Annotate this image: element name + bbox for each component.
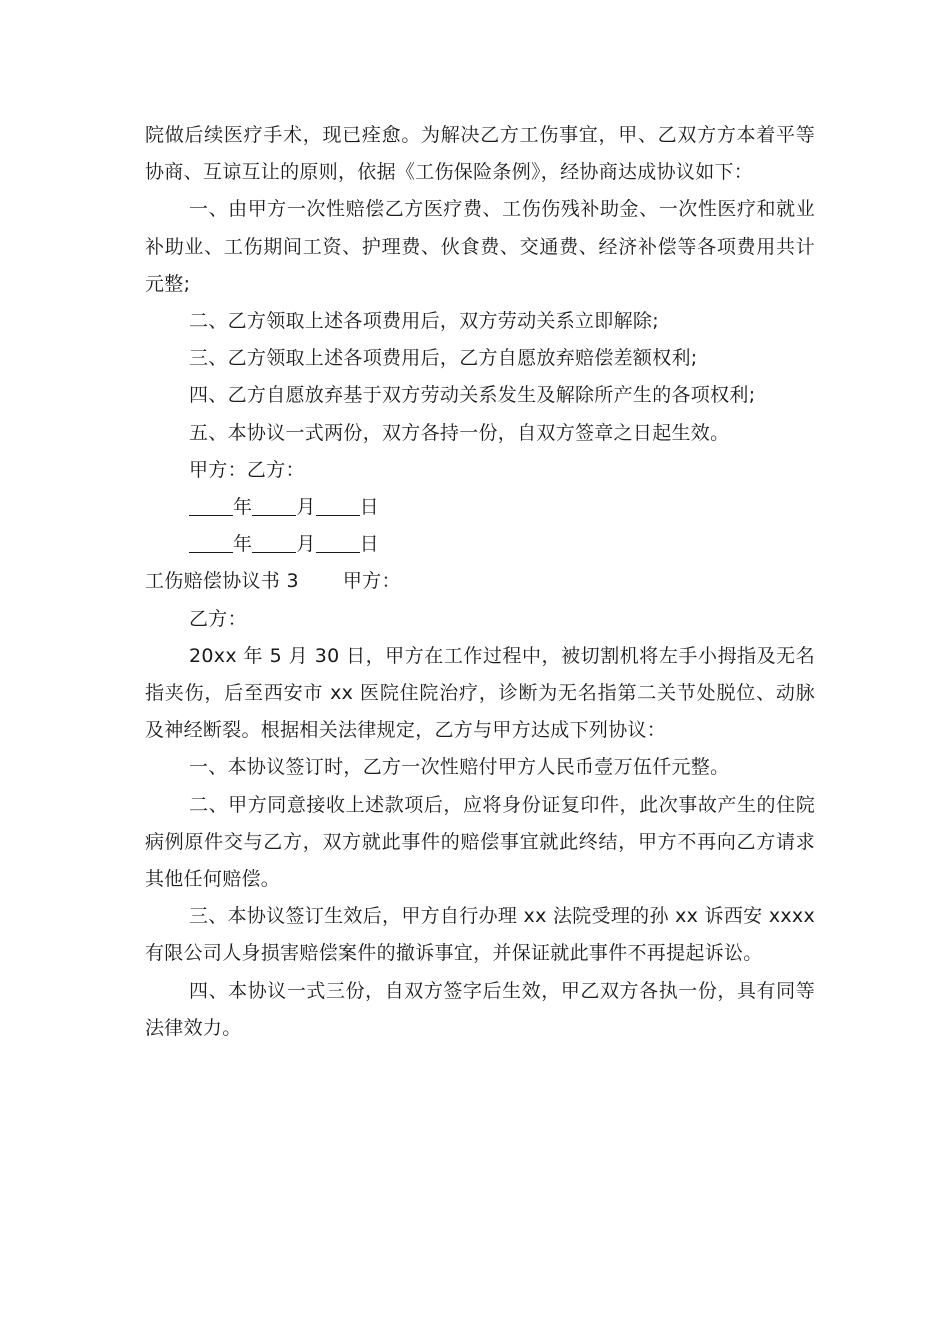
incident-paragraph: 20xx 年 5 月 30 日，甲方在工作过程中，被切割机将左手小拇指及无名指夹伤，后至西安市 xx 医院住院治疗，诊断为无名指第二关节处脱位、动脉及神经断裂。根据相关法律规定，乙方与甲方达成下列协议： — [145, 644, 815, 742]
clause-4: 四、乙方自愿放弃基于双方劳动关系发生及解除所产生的各项权利; — [189, 384, 756, 407]
clause-1: 一、由甲方一次性赔偿乙方医疗费、工伤伤残补助金、一次性医疗和就业补助业、工伤期间工资、护理费、伙食费、交通费、经济补偿等各项费用共计 元整; — [145, 198, 815, 295]
date-line-2 — [145, 526, 815, 563]
clause-5: 五、本协议一式两份，双方各持一份，自双方签章之日起生效。 — [189, 421, 730, 444]
term-4: 四、本协议一式三份，自双方签字后生效，甲乙双方各执一份，具有同等法律效力。 — [145, 979, 815, 1039]
year-blank — [189, 493, 233, 516]
intro-paragraph: 院做后续医疗手术，现已痊愈。为解决乙方工伤事宜，甲、乙双方方本着平等协商、互谅互让的原则，依据《工伤保险条例》，经协商达成协议如下： — [145, 124, 815, 184]
month-blank — [252, 530, 296, 553]
day-blank — [316, 493, 360, 516]
day-blank — [316, 530, 360, 553]
party-b-label: 乙方： — [189, 607, 247, 630]
clause-3: 三、乙方领取上述各项费用后，乙方自愿放弃赔偿差额权利; — [189, 347, 698, 370]
month-label: 月 — [296, 496, 316, 519]
term-2: 二、甲方同意接收上述款项后，应将身份证复印件，此次事故产生的住院病例原件交与乙方，双方就此事件的赔偿事宜就此终结，甲方不再向乙方请求其他任何赔偿。 — [145, 793, 815, 891]
clause-2: 二、乙方领取上述各项费用后，双方劳动关系立即解除; — [189, 310, 659, 333]
day-label: 日 — [359, 496, 379, 519]
document-body — [145, 117, 815, 1047]
term-1: 一、本协议签订时，乙方一次性赔付甲方人民币壹万伍仟元整。 — [189, 756, 730, 779]
year-label: 年 — [233, 533, 253, 556]
year-blank — [189, 530, 233, 553]
section-title: 工伤赔偿协议书 3 — [145, 570, 299, 593]
party-a-label: 甲方： — [342, 570, 401, 593]
year-label: 年 — [233, 496, 253, 519]
month-label: 月 — [296, 533, 316, 556]
section-heading-line — [145, 563, 815, 600]
date-line-1 — [145, 489, 815, 526]
month-blank — [252, 493, 296, 516]
signature-parties: 甲方：乙方： — [189, 458, 305, 481]
term-3: 三、本协议签订生效后，甲方自行办理 xx 法院受理的孙 xx 诉西安 xxxx 有限公司人身损害赔偿案件的撤诉事宜，并保证就此事件不再提起诉讼。 — [145, 905, 815, 965]
day-label: 日 — [359, 533, 379, 556]
